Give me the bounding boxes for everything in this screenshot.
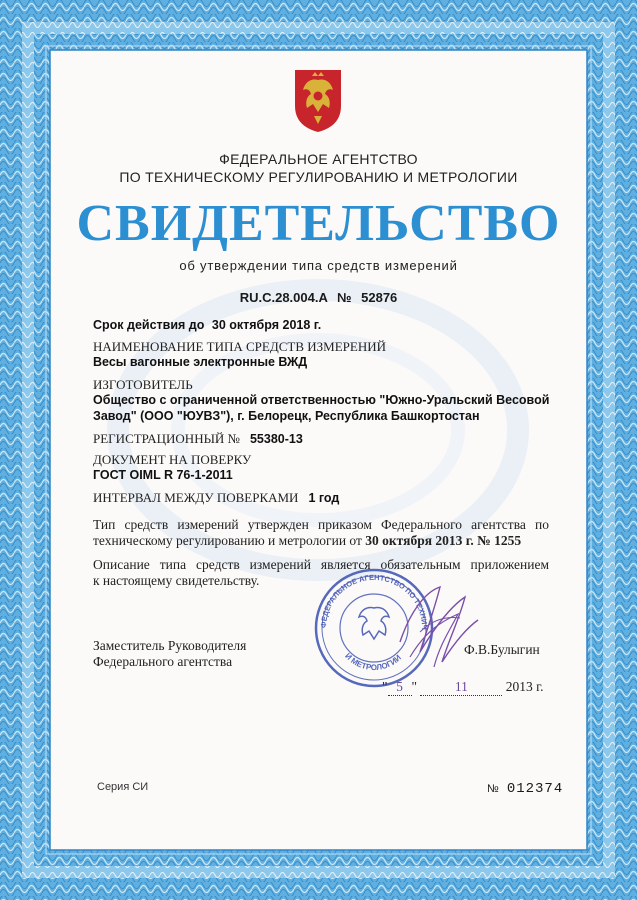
approval-line-1: Тип средств измерений утвержден приказом Федерального агентства по [93,517,549,532]
certificate-subtitle: об утверждении типа средств измерений [179,258,458,273]
approval-paragraph [93,517,549,549]
certificate-code: RU.C.28.004.A [239,290,328,305]
type-name-value: Весы вагонные электронные ВЖД [93,355,308,369]
certificate-number-line [0,290,637,305]
approval-order-number: 1255 [494,533,522,548]
certificate-number: 52876 [361,290,398,305]
serial-number [487,779,563,797]
handwritten-signature [380,572,490,682]
stamp-outer-text: ФЕДЕРАЛЬНОЕ АГЕНТСТВО ПО ТЕХНИЧ [318,572,430,630]
number-sign: № [337,290,352,305]
manufacturer-line-2: Завод" (ООО "ЮУВЗ"), г. Белорецк, Республика Башкортостан [93,409,480,423]
verification-doc-value: ГОСТ OIML R 76-1-2011 [93,468,233,482]
issue-date [382,679,544,696]
issue-date-open-quote: " [382,679,388,694]
coat-of-arms-emblem [291,68,345,134]
interval-label: ИНТЕРВАЛ МЕЖДУ ПОВЕРКАМИ [93,490,299,505]
stamp-inner-text: И МЕТРОЛОГИИ [343,651,403,673]
interval-line [93,489,339,507]
signatory-position-line-2: Федерального агентства [93,654,233,669]
agency-line-2: ПО ТЕХНИЧЕСКОМУ РЕГУЛИРОВАНИЮ И МЕТРОЛОГИИ [119,169,518,185]
issue-date-close-quote: " [411,679,418,694]
approval-line-2-prefix: техническому регулированию и метрологии от [93,533,362,548]
registration-line [93,430,303,448]
type-name-label: НАИМЕНОВАНИЕ ТИПА СРЕДСТВ ИЗМЕРЕНИЙ [93,339,386,354]
description-line-1: Описание типа средств измерений является обязательным приложением [93,557,549,572]
series-label: Серия СИ [97,781,149,793]
serial-number-sign: № [487,783,499,795]
approval-order-date: 30 октября 2013 г. [365,533,474,548]
validity-line [93,318,321,332]
verification-doc-label: ДОКУМЕНТ НА ПОВЕРКУ [93,452,252,467]
validity-date: 30 октября 2018 г. [211,318,322,332]
registration-label: РЕГИСТРАЦИОННЫЙ № [93,431,240,446]
agency-line-1: ФЕДЕРАЛЬНОЕ АГЕНТСТВО [219,151,418,167]
manufacturer-label: ИЗГОТОВИТЕЛЬ [93,377,193,392]
certificate-title: СВИДЕТЕЛЬСТВО [76,195,561,252]
approval-line-2 [93,533,549,549]
manufacturer-line-1: Общество с ограниченной ответственностью "Южно-Уральский Весовой [93,393,550,407]
approval-order-sign: № [477,533,491,548]
issue-date-day: 5 [388,679,412,696]
validity-label: Срок действия до [93,318,205,332]
issue-date-month: 11 [420,679,502,696]
signatory-position-line-1: Заместитель Руководителя [93,638,247,653]
description-line-2: к настоящему свидетельству. [93,573,260,588]
interval-value: 1 год [308,491,340,505]
signatory-name: Ф.В.Булыгин [464,642,540,657]
issue-date-year: 2013 г. [505,679,544,694]
serial-number-value: 012374 [506,781,564,797]
registration-value: 55380-13 [249,432,303,446]
